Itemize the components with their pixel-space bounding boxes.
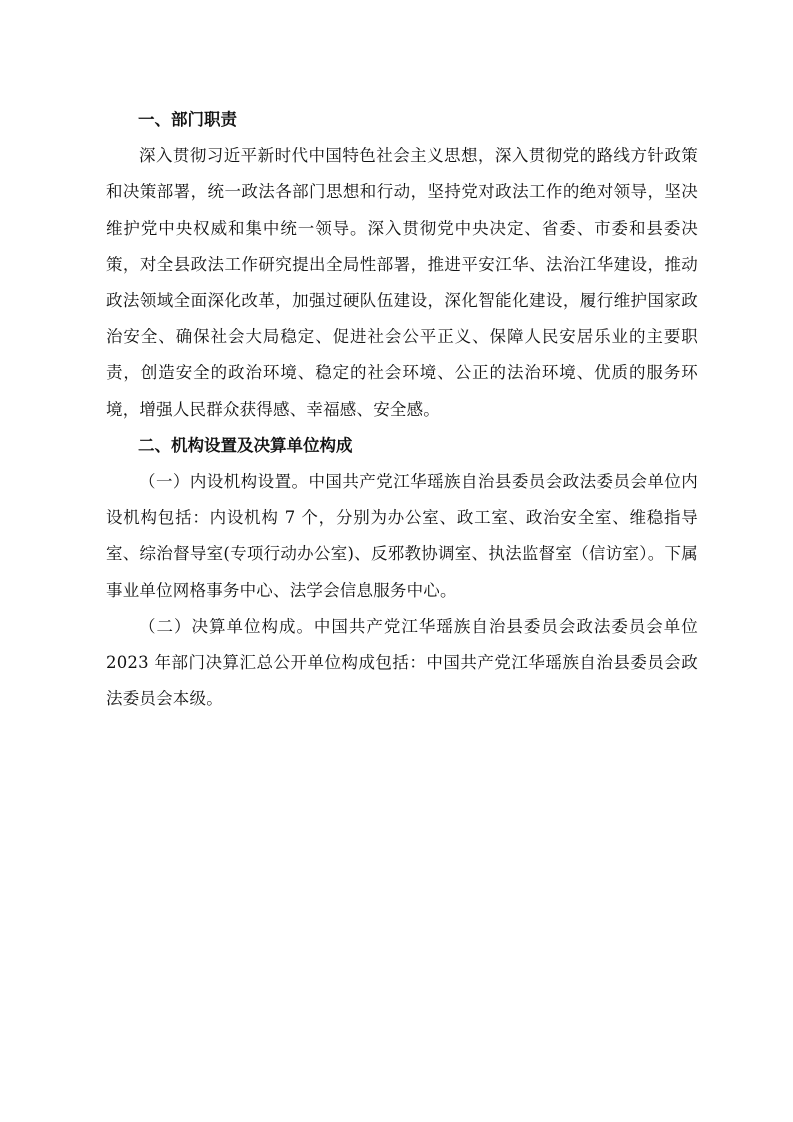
paragraph-internal-structure: （一）内设机构设置。中国共产党江华瑶族自治县委员会政法委员会单位内设机构包括：内设机构 7 个，分别为办公室、政工室、政治安全室、维稳指导室、综治督导室(专项行动办公室)、反邪教协调室、执法监督室（信访室）。下属事业单位网格事务中心、法学会信息服务中心。 — [106, 472, 698, 600]
section-heading-department-duties: 一、部门职责 — [138, 110, 237, 129]
paragraph-department-duties: 深入贯彻习近平新时代中国特色社会主义思想，深入贯彻党的路线方针政策和决策部署，统一政法各部门思想和行动，坚持党对政法工作的绝对领导，坚决维护党中央权威和集中统一领导。深入贯彻党中央决定、省委、市委和县委决策，对全县政法工作研究提出全局性部署，推进平安江华、法治江华建设，推动政法领域全面深化改革，加强过硬队伍建设，深化智能化建设，履行维护国家政治安全、确保社会大局稳定、促进社会公平正义、保障人民安居乐业的主要职责，创造安全的政治环境、稳定的社会环境、公正的法治环境、优质的服务环境，增强人民群众获得感、幸福感、安全感。 — [106, 146, 698, 419]
section-heading-organization: 二、机构设置及决算单位构成 — [138, 435, 353, 455]
document-body — [106, 102, 698, 717]
paragraph-final-accounts-unit: （二）决算单位构成。中国共产党江华瑶族自治县委员会政法委员会单位 2023 年部门决算汇总公开单位构成包括：中国共产党江华瑶族自治县委员会政法委员会本级。 — [106, 616, 698, 709]
